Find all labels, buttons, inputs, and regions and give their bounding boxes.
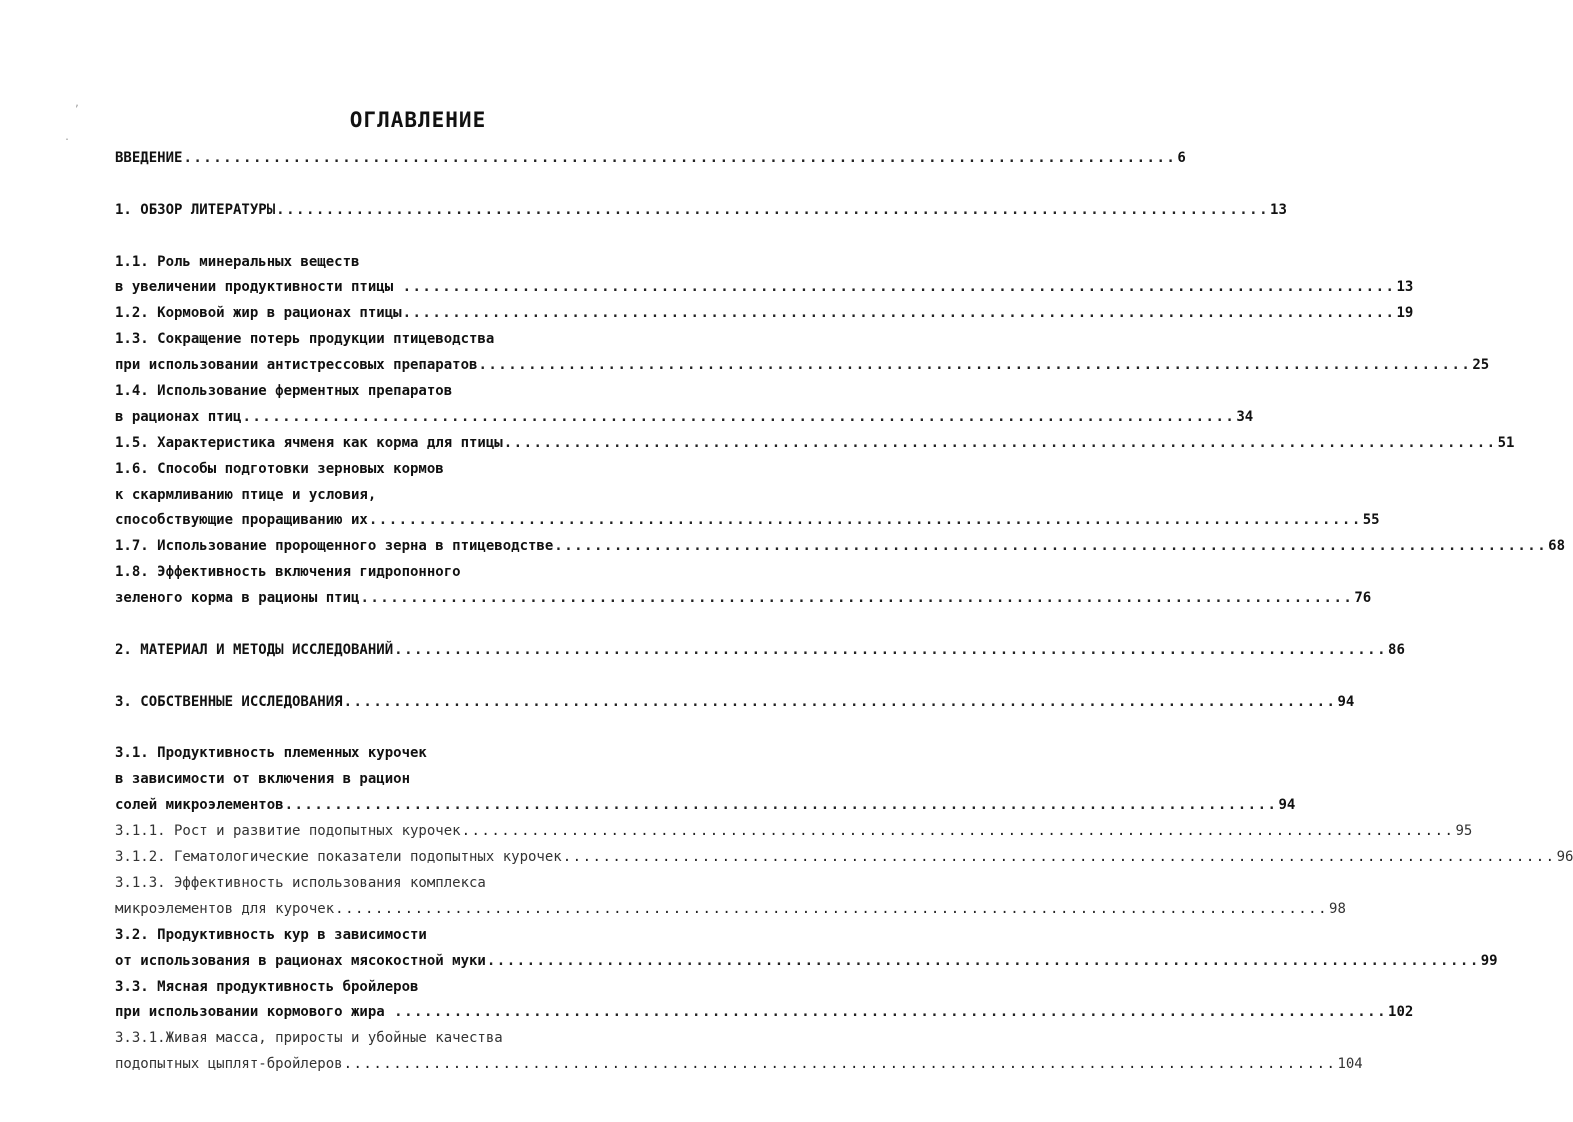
toc-page-number: 86 bbox=[1388, 641, 1405, 658]
toc-entry-3-3-line-1[interactable] bbox=[115, 975, 725, 1001]
toc-entry-text: 3.3. Мясная продуктивность бройлеров bbox=[115, 978, 419, 995]
toc-entry-3-1-1[interactable] bbox=[115, 819, 1473, 845]
toc-entry-text: 1.4. Использование ферментных препаратов bbox=[115, 383, 453, 400]
scan-speck: , bbox=[74, 98, 81, 109]
toc-entry-text: 1.8. Эффективность включения гидропонного bbox=[115, 564, 461, 581]
table-of-contents bbox=[115, 146, 1573, 1078]
toc-entry-text: в увеличении продуктивности птицы bbox=[115, 279, 402, 296]
toc-entry-text: к скармливанию птице и условия, bbox=[115, 486, 377, 503]
toc-entry-1-7[interactable] bbox=[115, 534, 1566, 560]
dot-leader: .................................................................................................... bbox=[394, 1004, 1388, 1021]
toc-page-number: 51 bbox=[1497, 434, 1515, 451]
toc-page-number: 104 bbox=[1337, 1056, 1363, 1073]
toc-entry-1-4-line-1[interactable] bbox=[115, 379, 725, 405]
toc-entry-text: при использовании антистрессовых препаратов bbox=[115, 357, 478, 374]
toc-entry-1-3-line-1[interactable] bbox=[115, 327, 725, 353]
dot-leader: .................................................................................................... bbox=[562, 849, 1556, 866]
toc-page-number: 98 bbox=[1329, 900, 1346, 917]
toc-entry-1-5[interactable] bbox=[115, 431, 1515, 457]
toc-entry-text: 1.7. Использование пророщенного зерна в птицеводстве bbox=[115, 538, 554, 555]
toc-entry-text: 3.2. Продуктивность кур в зависимости bbox=[115, 926, 427, 943]
toc-entry-3-2-line-1[interactable] bbox=[115, 923, 725, 949]
dot-leader: .................................................................................................... bbox=[402, 279, 1396, 296]
toc-entry-text: зеленого корма в рационы птиц bbox=[115, 590, 360, 607]
toc-entry-3-1-line-3[interactable] bbox=[115, 793, 1296, 819]
toc-entry-text: 1.2. Кормовой жир в рационах птицы bbox=[115, 305, 402, 322]
toc-entry-1-8-line-1[interactable] bbox=[115, 560, 725, 586]
toc-entry-3-3-line-2[interactable] bbox=[115, 1000, 1414, 1026]
toc-page-number: 13 bbox=[1396, 279, 1414, 296]
spacer bbox=[115, 172, 725, 198]
dot-leader: .................................................................................................... bbox=[335, 900, 1329, 917]
dot-leader: .................................................................................................... bbox=[284, 797, 1278, 814]
toc-entry-3-1-3-line-2[interactable] bbox=[115, 897, 1346, 923]
toc-entry-intro[interactable] bbox=[115, 146, 1186, 172]
toc-entry-text: солей микроэлементов bbox=[115, 797, 284, 814]
dot-leader: .................................................................................................... bbox=[360, 590, 1354, 607]
toc-page-number: 6 bbox=[1177, 150, 1186, 166]
toc-entry-3-3-1-line-1[interactable] bbox=[115, 1026, 725, 1052]
toc-entry-text: подопытных цыплят-бройлеров bbox=[115, 1056, 343, 1073]
toc-entry-text: 1.5. Характеристика ячменя как корма для птицы bbox=[115, 434, 503, 451]
dot-leader: .................................................................................................... bbox=[276, 201, 1270, 218]
dot-leader: .................................................................................................... bbox=[478, 357, 1472, 374]
toc-page-number: 95 bbox=[1455, 823, 1473, 840]
toc-entry-text: 3.3.1.Живая масса, приросты и убойные качества bbox=[115, 1030, 503, 1047]
spacer bbox=[115, 224, 725, 250]
dot-leader: .................................................................................................... bbox=[461, 823, 1455, 840]
toc-page-number: 68 bbox=[1548, 538, 1566, 555]
dot-leader: .................................................................................................... bbox=[368, 512, 1362, 529]
toc-entry-1-3-line-2[interactable] bbox=[115, 353, 1490, 379]
toc-entry-text: от использования в рационах мясокостной муки bbox=[115, 952, 486, 969]
dot-leader: .................................................................................................... bbox=[343, 693, 1337, 710]
toc-entry-3-1-2[interactable] bbox=[115, 845, 1573, 871]
toc-page-number: 76 bbox=[1354, 590, 1372, 607]
toc-page-number: 13 bbox=[1270, 201, 1287, 218]
toc-entry-text: 1. ОБЗОР ЛИТЕРАТУРЫ bbox=[115, 201, 276, 218]
dot-leader: .................................................................................................... bbox=[554, 538, 1548, 555]
toc-entry-text: 1.6. Способы подготовки зерновых кормов bbox=[115, 460, 444, 477]
spacer bbox=[115, 612, 725, 638]
toc-page-number: 96 bbox=[1556, 849, 1573, 866]
toc-entry-text: 3.1.2. Гематологические показатели подопытных курочек bbox=[115, 849, 562, 866]
dot-leader: .................................................................................................... bbox=[343, 1056, 1337, 1073]
toc-entry-1-6-line-2[interactable] bbox=[115, 483, 725, 509]
toc-entry-1-1-line-2[interactable] bbox=[115, 275, 1414, 301]
toc-entry-chapter-3[interactable] bbox=[115, 690, 1355, 716]
toc-page-number: 99 bbox=[1480, 952, 1498, 969]
toc-entry-text: 1.1. Роль минеральных веществ bbox=[115, 253, 360, 270]
toc-page-number: 55 bbox=[1362, 512, 1380, 529]
toc-entry-3-1-line-2[interactable] bbox=[115, 767, 725, 793]
toc-entry-text: 3.1.3. Эффективность использования комплекса bbox=[115, 874, 486, 891]
dot-leader: .................................................................................................... bbox=[183, 150, 1177, 166]
toc-entry-text: 2. МАТЕРИАЛ И МЕТОДЫ ИССЛЕДОВАНИЙ bbox=[115, 641, 394, 658]
toc-entry-3-1-3-line-1[interactable] bbox=[115, 871, 725, 897]
toc-entry-chapter-2[interactable] bbox=[115, 638, 1405, 664]
toc-entry-1-8-line-2[interactable] bbox=[115, 586, 1372, 612]
dot-leader: .................................................................................................... bbox=[394, 641, 1388, 658]
toc-entry-text: в рационах птиц bbox=[115, 408, 242, 425]
toc-entry-chapter-1[interactable] bbox=[115, 198, 1287, 224]
toc-entry-3-2-line-2[interactable] bbox=[115, 949, 1498, 975]
toc-entry-1-4-line-2[interactable] bbox=[115, 405, 1254, 431]
toc-entry-3-1-line-1[interactable] bbox=[115, 741, 725, 767]
toc-page-number: 34 bbox=[1236, 408, 1254, 425]
toc-entry-3-3-1-line-2[interactable] bbox=[115, 1052, 1363, 1078]
spacer bbox=[115, 716, 725, 742]
toc-entry-text: 3.1.1. Рост и развитие подопытных курочек bbox=[115, 823, 461, 840]
toc-page-number: 94 bbox=[1337, 693, 1355, 710]
toc-entry-1-1-line-1[interactable] bbox=[115, 250, 725, 276]
page-title: ОГЛАВЛЕНИЕ bbox=[349, 108, 487, 132]
dot-leader: .................................................................................................... bbox=[242, 408, 1236, 425]
toc-entry-text: ВВЕДЕНИЕ bbox=[115, 150, 183, 166]
spacer bbox=[115, 664, 725, 690]
toc-page-number: 94 bbox=[1278, 797, 1296, 814]
toc-entry-1-6-line-3[interactable] bbox=[115, 508, 1380, 534]
toc-entry-text: 1.3. Сокращение потерь продукции птицеводства bbox=[115, 331, 495, 348]
toc-entry-1-6-line-1[interactable] bbox=[115, 457, 725, 483]
dot-leader: .................................................................................................... bbox=[402, 305, 1396, 322]
dot-leader: .................................................................................................... bbox=[503, 434, 1497, 451]
toc-entry-text: микроэлементов для курочек bbox=[115, 900, 335, 917]
toc-page-number: 25 bbox=[1472, 357, 1490, 374]
toc-entry-text: при использовании кормового жира bbox=[115, 1004, 394, 1021]
scan-speck: . bbox=[64, 132, 71, 143]
toc-entry-text: 3.1. Продуктивность племенных курочек bbox=[115, 745, 427, 762]
toc-page-number: 102 bbox=[1388, 1004, 1414, 1021]
toc-entry-text: 3. СОБСТВЕННЫЕ ИССЛЕДОВАНИЯ bbox=[115, 693, 343, 710]
toc-entry-1-2[interactable] bbox=[115, 301, 1414, 327]
toc-entry-text: способствующие проращиванию их bbox=[115, 512, 368, 529]
toc-page-number: 19 bbox=[1396, 305, 1414, 322]
toc-entry-text: в зависимости от включения в рацион bbox=[115, 771, 411, 788]
dot-leader: .................................................................................................... bbox=[486, 952, 1480, 969]
